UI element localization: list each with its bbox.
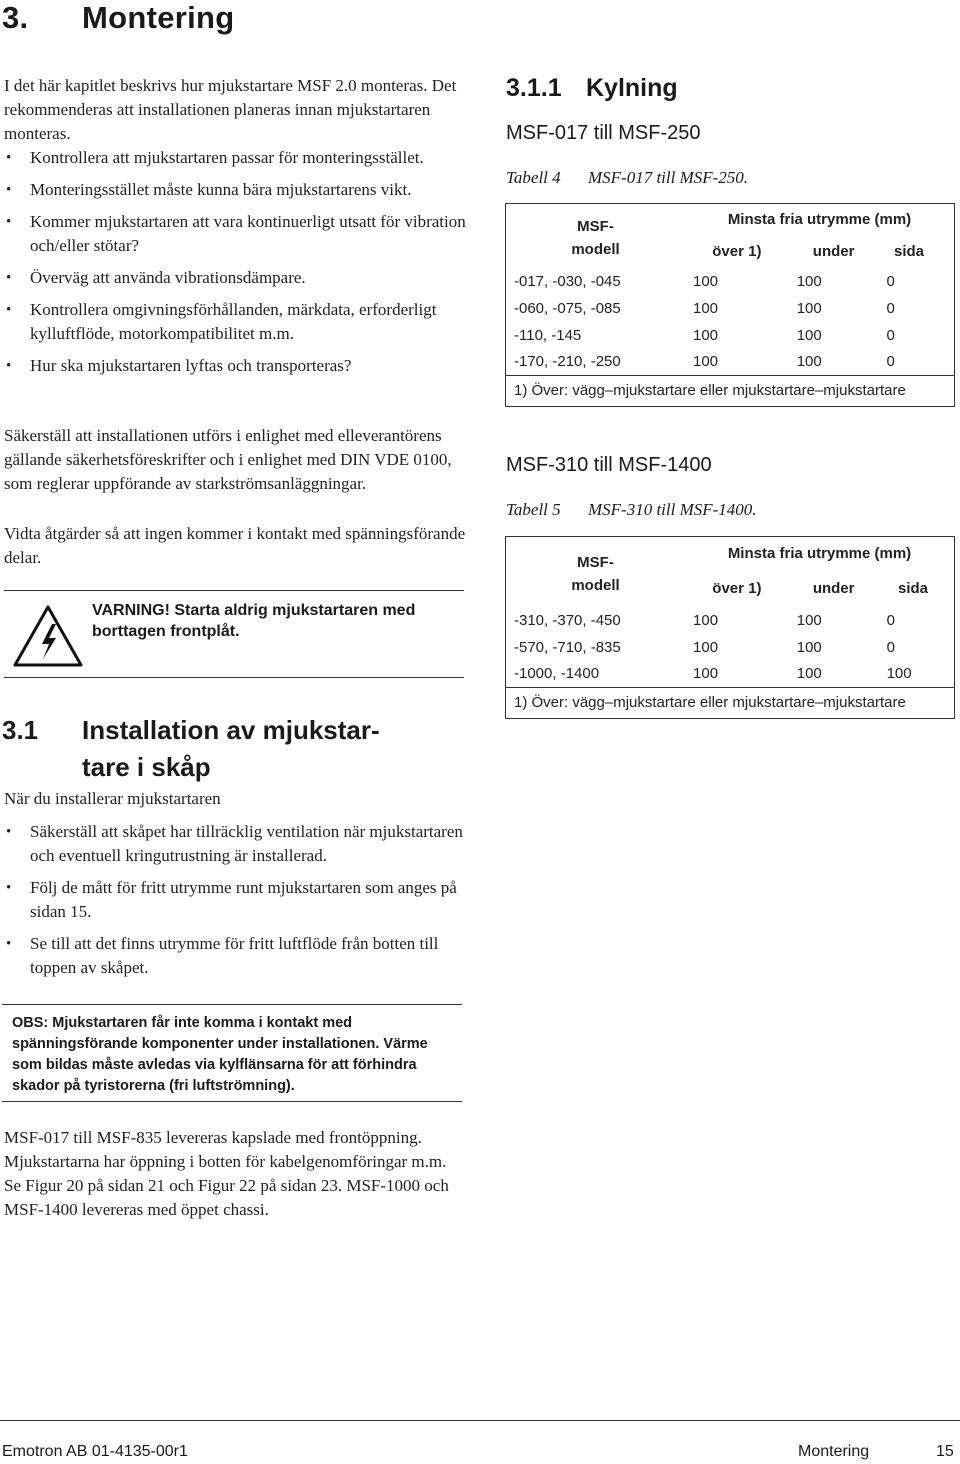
- table-cell: -1000, -1400: [514, 665, 600, 683]
- delivery-paragraph: MSF-017 till MSF-835 levereras kapslade med frontöppning. Mjukstartarna har öppning i botten för kabelgenomföringar m.m. Se Figur 20 på sidan 21 och Figur 22 på sidan 23. MSF-1000 och MSF-1400 levereras med öppet chassi.: [4, 1128, 449, 1219]
- table4-caption: [506, 168, 748, 188]
- table4-subhead: MSF-017 till MSF-250: [506, 122, 701, 144]
- warning-box: [4, 600, 466, 676]
- section-number: 3.1.1: [506, 74, 562, 102]
- table-cell: 100: [796, 326, 822, 344]
- table-cell: 100: [796, 665, 822, 683]
- table-cell: 100: [796, 353, 822, 371]
- footer-section: Montering: [798, 1443, 870, 1460]
- table-footnote: 1) Över: vägg–mjukstartare eller mjukstartare–mjukstartare: [506, 688, 955, 719]
- column-header: över 1): [712, 243, 762, 260]
- table-row: [506, 322, 955, 349]
- footer-document-id: Emotron AB 01-4135-00r1: [2, 1443, 188, 1460]
- section-title-line2: tare i skåp: [82, 752, 211, 782]
- table5-caption: [506, 500, 757, 520]
- checklist: [4, 146, 466, 386]
- table-cell: 0: [886, 326, 895, 344]
- chapter-name: Montering: [82, 0, 235, 35]
- table-row: [506, 349, 955, 376]
- table-cell: -017, -030, -045: [514, 272, 621, 290]
- table-row: [506, 295, 955, 322]
- section-heading-3-1: [2, 712, 472, 786]
- list-item: • Kommer mjukstartaren att vara kontinuerligt utsatt för vibration och/eller stötar?: [4, 210, 466, 258]
- table-cell: -170, -210, -250: [514, 353, 621, 371]
- table-cell: -570, -710, -835: [514, 638, 621, 656]
- table-cell: -110, -145: [514, 326, 582, 344]
- clearance-table-4: [505, 203, 955, 407]
- table-cell: 100: [693, 638, 719, 656]
- cabinet-list: [4, 820, 466, 988]
- safety-paragraph: Säkerställ att installationen utförs i enlighet med elleverantörens gällande säkerhetsföreskrifter och i enlighet med DIN VDE 0100, som reglerar uppförande av starkströmsanläggningar.: [4, 426, 452, 493]
- list-item: • Följ de mått för fritt utrymme runt mjukstartaren som anges på sidan 15.: [4, 876, 466, 924]
- section-title: Kylning: [586, 74, 678, 102]
- table-cell: 0: [886, 272, 895, 290]
- table-group-header: Minsta fria utrymme (mm): [727, 211, 912, 229]
- column-header: sida: [897, 580, 928, 597]
- high-voltage-warning-icon: [12, 604, 84, 668]
- divider: [4, 590, 464, 591]
- table-footnote: 1) Över: vägg–mjukstartare eller mjukstartare–mjukstartare: [506, 376, 955, 407]
- table-cell: 100: [693, 272, 719, 290]
- footer-page-number: 15: [936, 1443, 954, 1460]
- list-item: • Överväg att använda vibrationsdämpare.: [4, 266, 466, 290]
- table-cell: 100: [693, 353, 719, 371]
- table-cell: 100: [693, 665, 719, 683]
- column-header: över 1): [712, 580, 762, 597]
- table-row: [506, 661, 955, 688]
- list-item: • Se till att det finns utrymme för fritt luftflöde från botten till toppen av skåpet.: [4, 932, 466, 980]
- intro-paragraph: I det här kapitlet beskrivs hur mjukstartare MSF 2.0 monteras. Det rekommenderas att installationen planeras innan mjukstartaren monteras.: [4, 76, 457, 143]
- table-cell: 100: [796, 272, 822, 290]
- table-model-header: MSF- modell: [571, 217, 620, 258]
- caption-label: Tabell 5: [506, 500, 561, 519]
- section-heading-3-1-1: [506, 74, 678, 103]
- table-cell: 0: [886, 638, 895, 656]
- action-paragraph: Vidta åtgärder så att ingen kommer i kontakt med spänningsförande delar.: [4, 524, 466, 567]
- table-group-header: Minsta fria utrymme (mm): [727, 545, 912, 563]
- table-cell: 100: [693, 611, 719, 629]
- section-lead: När du installerar mjukstartaren: [4, 789, 221, 808]
- table-cell: 100: [886, 665, 912, 683]
- list-item: • Hur ska mjukstartaren lyftas och transporteras?: [4, 354, 466, 378]
- list-item: • Kontrollera omgivningsförhållanden, märkdata, erforderligt kylluftflöde, motorkompatibilitet m.m.: [4, 298, 466, 346]
- table-cell: -310, -370, -450: [514, 611, 621, 629]
- table5-subhead: MSF-310 till MSF-1400: [506, 454, 712, 476]
- table-row: [506, 634, 955, 661]
- page-footer: [0, 1420, 960, 1464]
- column-header: sida: [893, 243, 924, 260]
- chapter-title: [2, 0, 235, 36]
- list-item: • Kontrollera att mjukstartaren passar för monteringsstället.: [4, 146, 466, 170]
- table-cell: 100: [796, 611, 822, 629]
- clearance-table-5: [505, 536, 955, 719]
- list-item: • Monteringsstället måste kunna bära mjukstartarens vikt.: [4, 178, 466, 202]
- obs-note: OBS: Mjukstartaren får inte komma i kontakt med spänningsförande komponenter under installationen. Värme som bildas måste avledas via kylflänsarna för att förhindra skador på tyristorerna (fri luftströmning).: [2, 1004, 462, 1102]
- table-model-header: MSF- modell: [571, 553, 620, 594]
- table-cell: 0: [886, 353, 895, 371]
- table-cell: 100: [693, 299, 719, 317]
- caption-text: MSF-017 till MSF-250.: [588, 168, 749, 187]
- section-title-line1: Installation av mjukstar-: [82, 715, 380, 745]
- table-cell: 0: [886, 611, 895, 629]
- section-number: 3.1: [2, 715, 39, 745]
- table-row: [506, 607, 955, 634]
- warning-text: VARNING! Starta aldrig mjukstartaren med borttagen frontplåt.: [92, 602, 416, 640]
- table-row: [506, 268, 955, 295]
- caption-label: Tabell 4: [506, 168, 561, 187]
- column-header: under: [812, 243, 855, 260]
- table-cell: 100: [796, 299, 822, 317]
- caption-text: MSF-310 till MSF-1400.: [588, 500, 757, 519]
- table-cell: 100: [796, 638, 822, 656]
- chapter-number: 3.: [2, 0, 29, 35]
- table-cell: 0: [886, 299, 895, 317]
- list-item: • Säkerställ att skåpet har tillräcklig ventilation när mjukstartaren och eventuell kringutrustning är installerad.: [4, 820, 466, 868]
- table-cell: -060, -075, -085: [514, 299, 621, 317]
- divider: [4, 677, 464, 678]
- table-cell: 100: [693, 326, 719, 344]
- column-header: under: [812, 580, 855, 597]
